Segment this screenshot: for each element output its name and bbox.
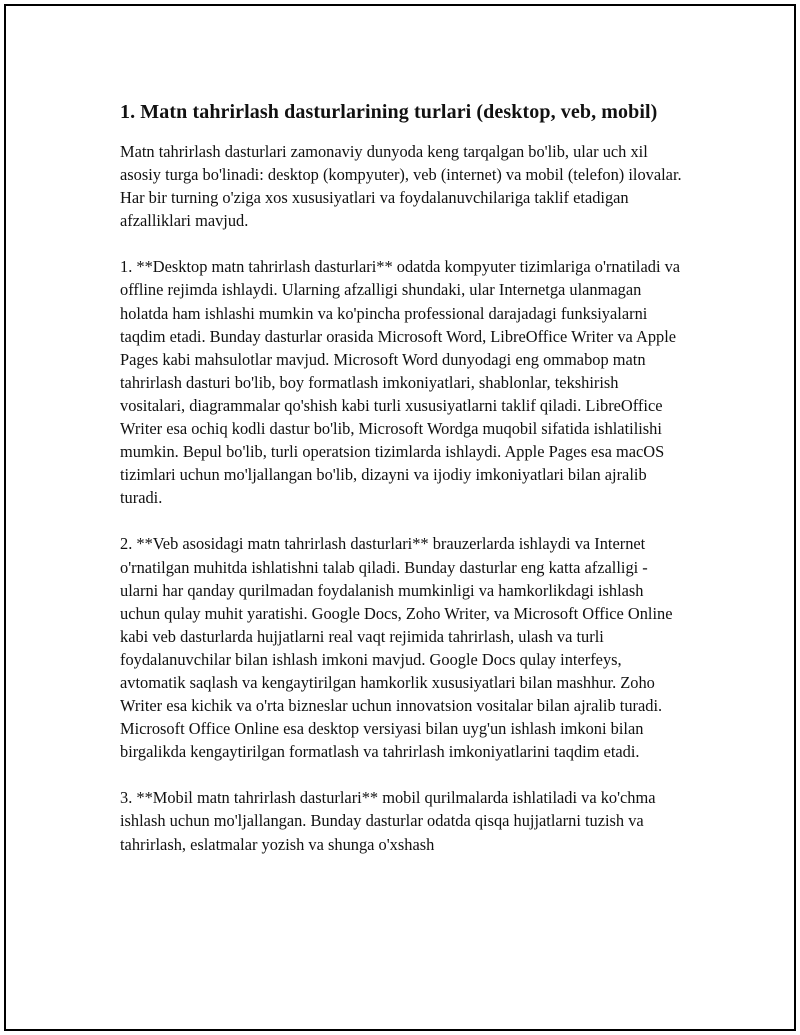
paragraph-web: 2. **Veb asosidagi matn tahrirlash dasturlari** brauzerlarda ishlaydi va Internet o'rnatilgan muhitda ishlatishni talab qiladi. Bunday dasturlar eng katta afzalligi - ularni har qanday qurilmadan foydalanish mumkinligi va hamkorlikdagi ishlash uchun qulay muhit yaratishi. Google Docs, Zoho Writer, va Microsoft Office Online kabi veb dasturlarda hujjatlarni real vaqt rejimida tahrirlash, ulash va turli foydalanuvchilar bilan ishlash imkoni mavjud. Google Docs qulay interfeys, avtomatik saqlash va kengaytirilgan hamkorlik xususiyatlari bilan mashhur. Zoho Writer esa kichik va o'rta bizneslar uchun innovatsion vositalar bilan ajralib turadi. Microsoft Office Online esa desktop versiyasi bilan uyg'un ishlash imkoni bilan birgalikda kengaytirilgan formatlash va tahrirlash imkoniyatlarini taqdim etadi.: [120, 534, 673, 762]
document-body: [120, 98, 686, 879]
page-border: [4, 4, 796, 1031]
document-title: 1. Matn tahrirlash dasturlarining turlari (desktop, veb, mobil): [120, 101, 658, 123]
paragraph-intro: Matn tahrirlash dasturlari zamonaviy dunyoda keng tarqalgan bo'lib, ular uch xil asosiy turga bo'linadi: desktop (kompyuter), veb (internet) va mobil (telefon) ilovalar. Har bir turning o'ziga xos xususiyatlari va foydalanuvchilariga taklif etadigan afzalliklari mavjud.: [120, 142, 682, 231]
paragraph-desktop: 1. **Desktop matn tahrirlash dasturlari** odatda kompyuter tizimlariga o'rnatiladi va offline rejimda ishlaydi. Ularning afzalligi shundaki, ular Internetga ulanmagan holatda ham ishlashi mumkin va ko'pincha professional darajadagi funksiyalarni taqdim etadi. Bunday dasturlar orasida Microsoft Word, LibreOffice Writer va Apple Pages kabi mahsulotlar mavjud. Microsoft Word dunyodagi eng ommabop matn tahrirlash dasturi bo'lib, boy formatlash imkoniyatlari, shablonlar, tekshirish vositalari, diagrammalar qo'shish kabi turli xususiyatlarni taklif qiladi. LibreOffice Writer esa ochiq kodli dastur bo'lib, Microsoft Wordga muqobil sifatida ishlatilishi mumkin. Bepul bo'lib, turli operatsion tizimlarda ishlaydi. Apple Pages esa macOS tizimlari uchun mo'ljallangan bo'lib, dizayni va ijodiy imkoniyatlari bilan ajralib turadi.: [120, 257, 681, 508]
paragraph-mobile: 3. **Mobil matn tahrirlash dasturlari** mobil qurilmalarda ishlatiladi va ko'chma ishlash uchun mo'ljallangan. Bunday dasturlar odatda qisqa hujjatlarni tuzish va tahrirlash, eslatmalar yozish va shunga o'xshash: [120, 788, 656, 854]
